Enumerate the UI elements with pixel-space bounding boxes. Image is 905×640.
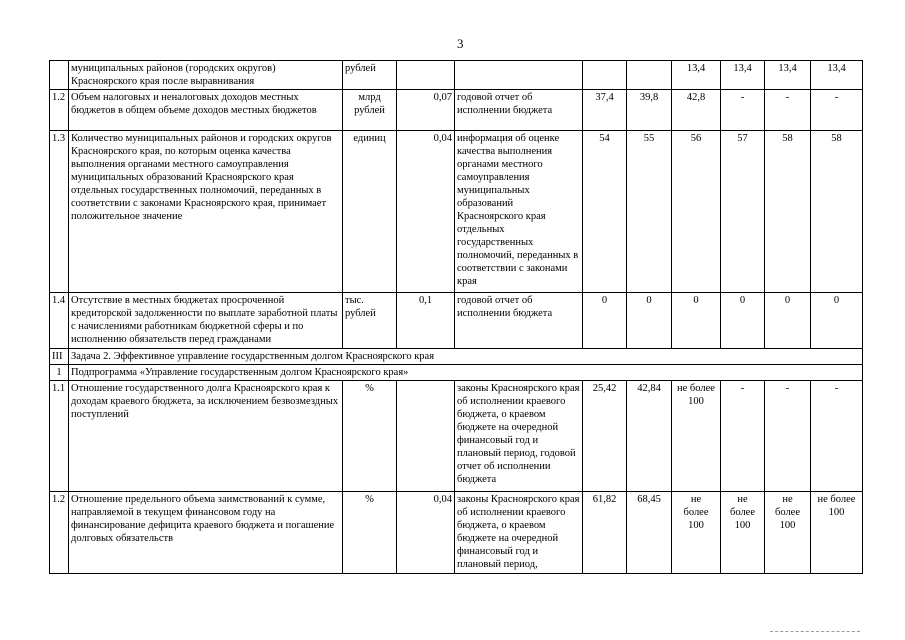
value-cell: 68,45 bbox=[627, 492, 672, 574]
indicator-name-cell: Отношение государственного долга Красноярского края к доходам краевого бюджета, за исключением безвозмездных поступлений bbox=[69, 381, 343, 492]
table-row-1-2-task-2 bbox=[50, 492, 863, 574]
table-row-1-3 bbox=[50, 131, 863, 293]
value-cell: - bbox=[721, 381, 765, 492]
value-cell bbox=[672, 492, 721, 574]
indicators-table bbox=[49, 60, 863, 574]
value-line: не bbox=[782, 494, 793, 505]
weight-cell: 0,1 bbox=[397, 293, 455, 349]
value-cell: 13,4 bbox=[672, 61, 721, 90]
table-row-1-1 bbox=[50, 381, 863, 492]
value-cell bbox=[721, 492, 765, 574]
value-line: не bbox=[737, 494, 748, 505]
value-cell: 13,4 bbox=[811, 61, 863, 90]
value-cell: 57 bbox=[721, 131, 765, 293]
source-cell: информация об оценке качества выполнения органами местного самоуправления муниципальных образований Красноярского края отдельных государственных полномочий, переданных в соответствии с законами края bbox=[455, 131, 583, 293]
weight-cell bbox=[397, 61, 455, 90]
unit-cell: млрд рублей bbox=[343, 90, 397, 131]
table-row-subprogram-1 bbox=[50, 365, 863, 381]
value-cell: 25,42 bbox=[583, 381, 627, 492]
source-cell: годовой отчет об исполнении бюджета bbox=[455, 90, 583, 131]
value-cell: 0 bbox=[721, 293, 765, 349]
source-cell: годовой отчет об исполнении бюджета bbox=[455, 293, 583, 349]
value-line: 100 bbox=[688, 520, 704, 531]
value-cell: 0 bbox=[627, 293, 672, 349]
value-cell: 42,8 bbox=[672, 90, 721, 131]
value-cell: 39,8 bbox=[627, 90, 672, 131]
row-number-cell: 1 bbox=[50, 365, 69, 381]
row-number-cell: 1.2 bbox=[50, 90, 69, 131]
value-line: более bbox=[729, 507, 755, 518]
indicator-name-cell: Количество муниципальных районов и городских округов Красноярского края, по которым оценка качества выполнения органами местного самоуправления муниципальных образований Красноярского края отдельных государственных полномочий, переданных в соответствии с законами Красноярского края, принимает положительное значение bbox=[69, 131, 343, 293]
indicator-name-cell: Объем налоговых и неналоговых доходов местных бюджетов в общем объеме доходов местных бюджетов bbox=[69, 90, 343, 131]
weight-cell bbox=[397, 381, 455, 492]
section-title-cell: Задача 2. Эффективное управление государственным долгом Красноярского края bbox=[69, 349, 863, 365]
value-cell: 56 bbox=[672, 131, 721, 293]
value-cell: 54 bbox=[583, 131, 627, 293]
table-row-1-4 bbox=[50, 293, 863, 349]
unit-cell: рублей bbox=[343, 61, 397, 90]
row-number-cell bbox=[50, 61, 69, 90]
value-cell: 37,4 bbox=[583, 90, 627, 131]
value-cell: 0 bbox=[672, 293, 721, 349]
value-cell: 58 bbox=[765, 131, 811, 293]
value-cell: 61,82 bbox=[583, 492, 627, 574]
indicator-name-cell: Отсутствие в местных бюджетах просроченной кредиторской задолженности по выплате заработной платы с начислениями работникам бюджетной сферы и по исполнению обязательств перед гражданами bbox=[69, 293, 343, 349]
value-cell bbox=[583, 61, 627, 90]
value-cell: 58 bbox=[811, 131, 863, 293]
value-line: 100 bbox=[734, 520, 751, 531]
value-cell: 55 bbox=[627, 131, 672, 293]
value-cell: 0 bbox=[583, 293, 627, 349]
value-cell bbox=[765, 492, 811, 574]
value-cell: 13,4 bbox=[721, 61, 765, 90]
value-cell: - bbox=[811, 90, 863, 131]
row-number-cell: 1.2 bbox=[50, 492, 69, 574]
value-cell: 0 bbox=[765, 293, 811, 349]
source-cell: законы Красноярского края об исполнении краевого бюджета, о краевом бюджете на очередной финансовый год и плановый период, годовой отчет об исполнении бюджета bbox=[455, 381, 583, 492]
value-line: не bbox=[690, 494, 702, 505]
weight-cell: 0,04 bbox=[397, 131, 455, 293]
unit-cell: тыс. рублей bbox=[343, 293, 397, 349]
value-cell: 0 bbox=[811, 293, 863, 349]
row-number-cell: 1.3 bbox=[50, 131, 69, 293]
value-cell: - bbox=[721, 90, 765, 131]
unit-cell: единиц bbox=[343, 131, 397, 293]
value-line: более bbox=[683, 507, 709, 518]
weight-cell: 0,04 bbox=[397, 492, 455, 574]
value-cell: - bbox=[811, 381, 863, 492]
section-title-cell: Подпрограмма «Управление государственным долгом Красноярского края» bbox=[69, 365, 863, 381]
table-row-continuation bbox=[50, 61, 863, 90]
value-line: более bbox=[774, 507, 800, 518]
source-cell: законы Красноярского края об исполнении краевого бюджета, о краевом бюджете на очередной финансовый год и плановый период, bbox=[455, 492, 583, 574]
value-line: 100 bbox=[779, 520, 796, 531]
value-cell: не более 100 bbox=[811, 492, 863, 574]
table-row-task-2 bbox=[50, 349, 863, 365]
value-cell: - bbox=[765, 90, 811, 131]
value-cell: 42,84 bbox=[627, 381, 672, 492]
table-row-1-2 bbox=[50, 90, 863, 131]
unit-cell: % bbox=[343, 381, 397, 492]
page-number: 3 bbox=[457, 36, 464, 51]
row-number-cell: 1.1 bbox=[50, 381, 69, 492]
indicator-name-cell: муниципальных районов (городских округов) Красноярского края после выравнивания bbox=[69, 61, 343, 90]
value-cell: 13,4 bbox=[765, 61, 811, 90]
indicator-name-cell: Отношение предельного объема заимствований к сумме, направляемой в текущем финансовом году на финансирование дефицита краевого бюджета и погашение долговых обязательств bbox=[69, 492, 343, 574]
value-cell: не более 100 bbox=[672, 381, 721, 492]
unit-cell: % bbox=[343, 492, 397, 574]
value-cell: - bbox=[765, 381, 811, 492]
source-cell bbox=[455, 61, 583, 90]
row-number-cell: III bbox=[50, 349, 69, 365]
scan-artifact-line bbox=[770, 631, 860, 634]
weight-cell: 0,07 bbox=[397, 90, 455, 131]
value-cell bbox=[627, 61, 672, 90]
row-number-cell: 1.4 bbox=[50, 293, 69, 349]
